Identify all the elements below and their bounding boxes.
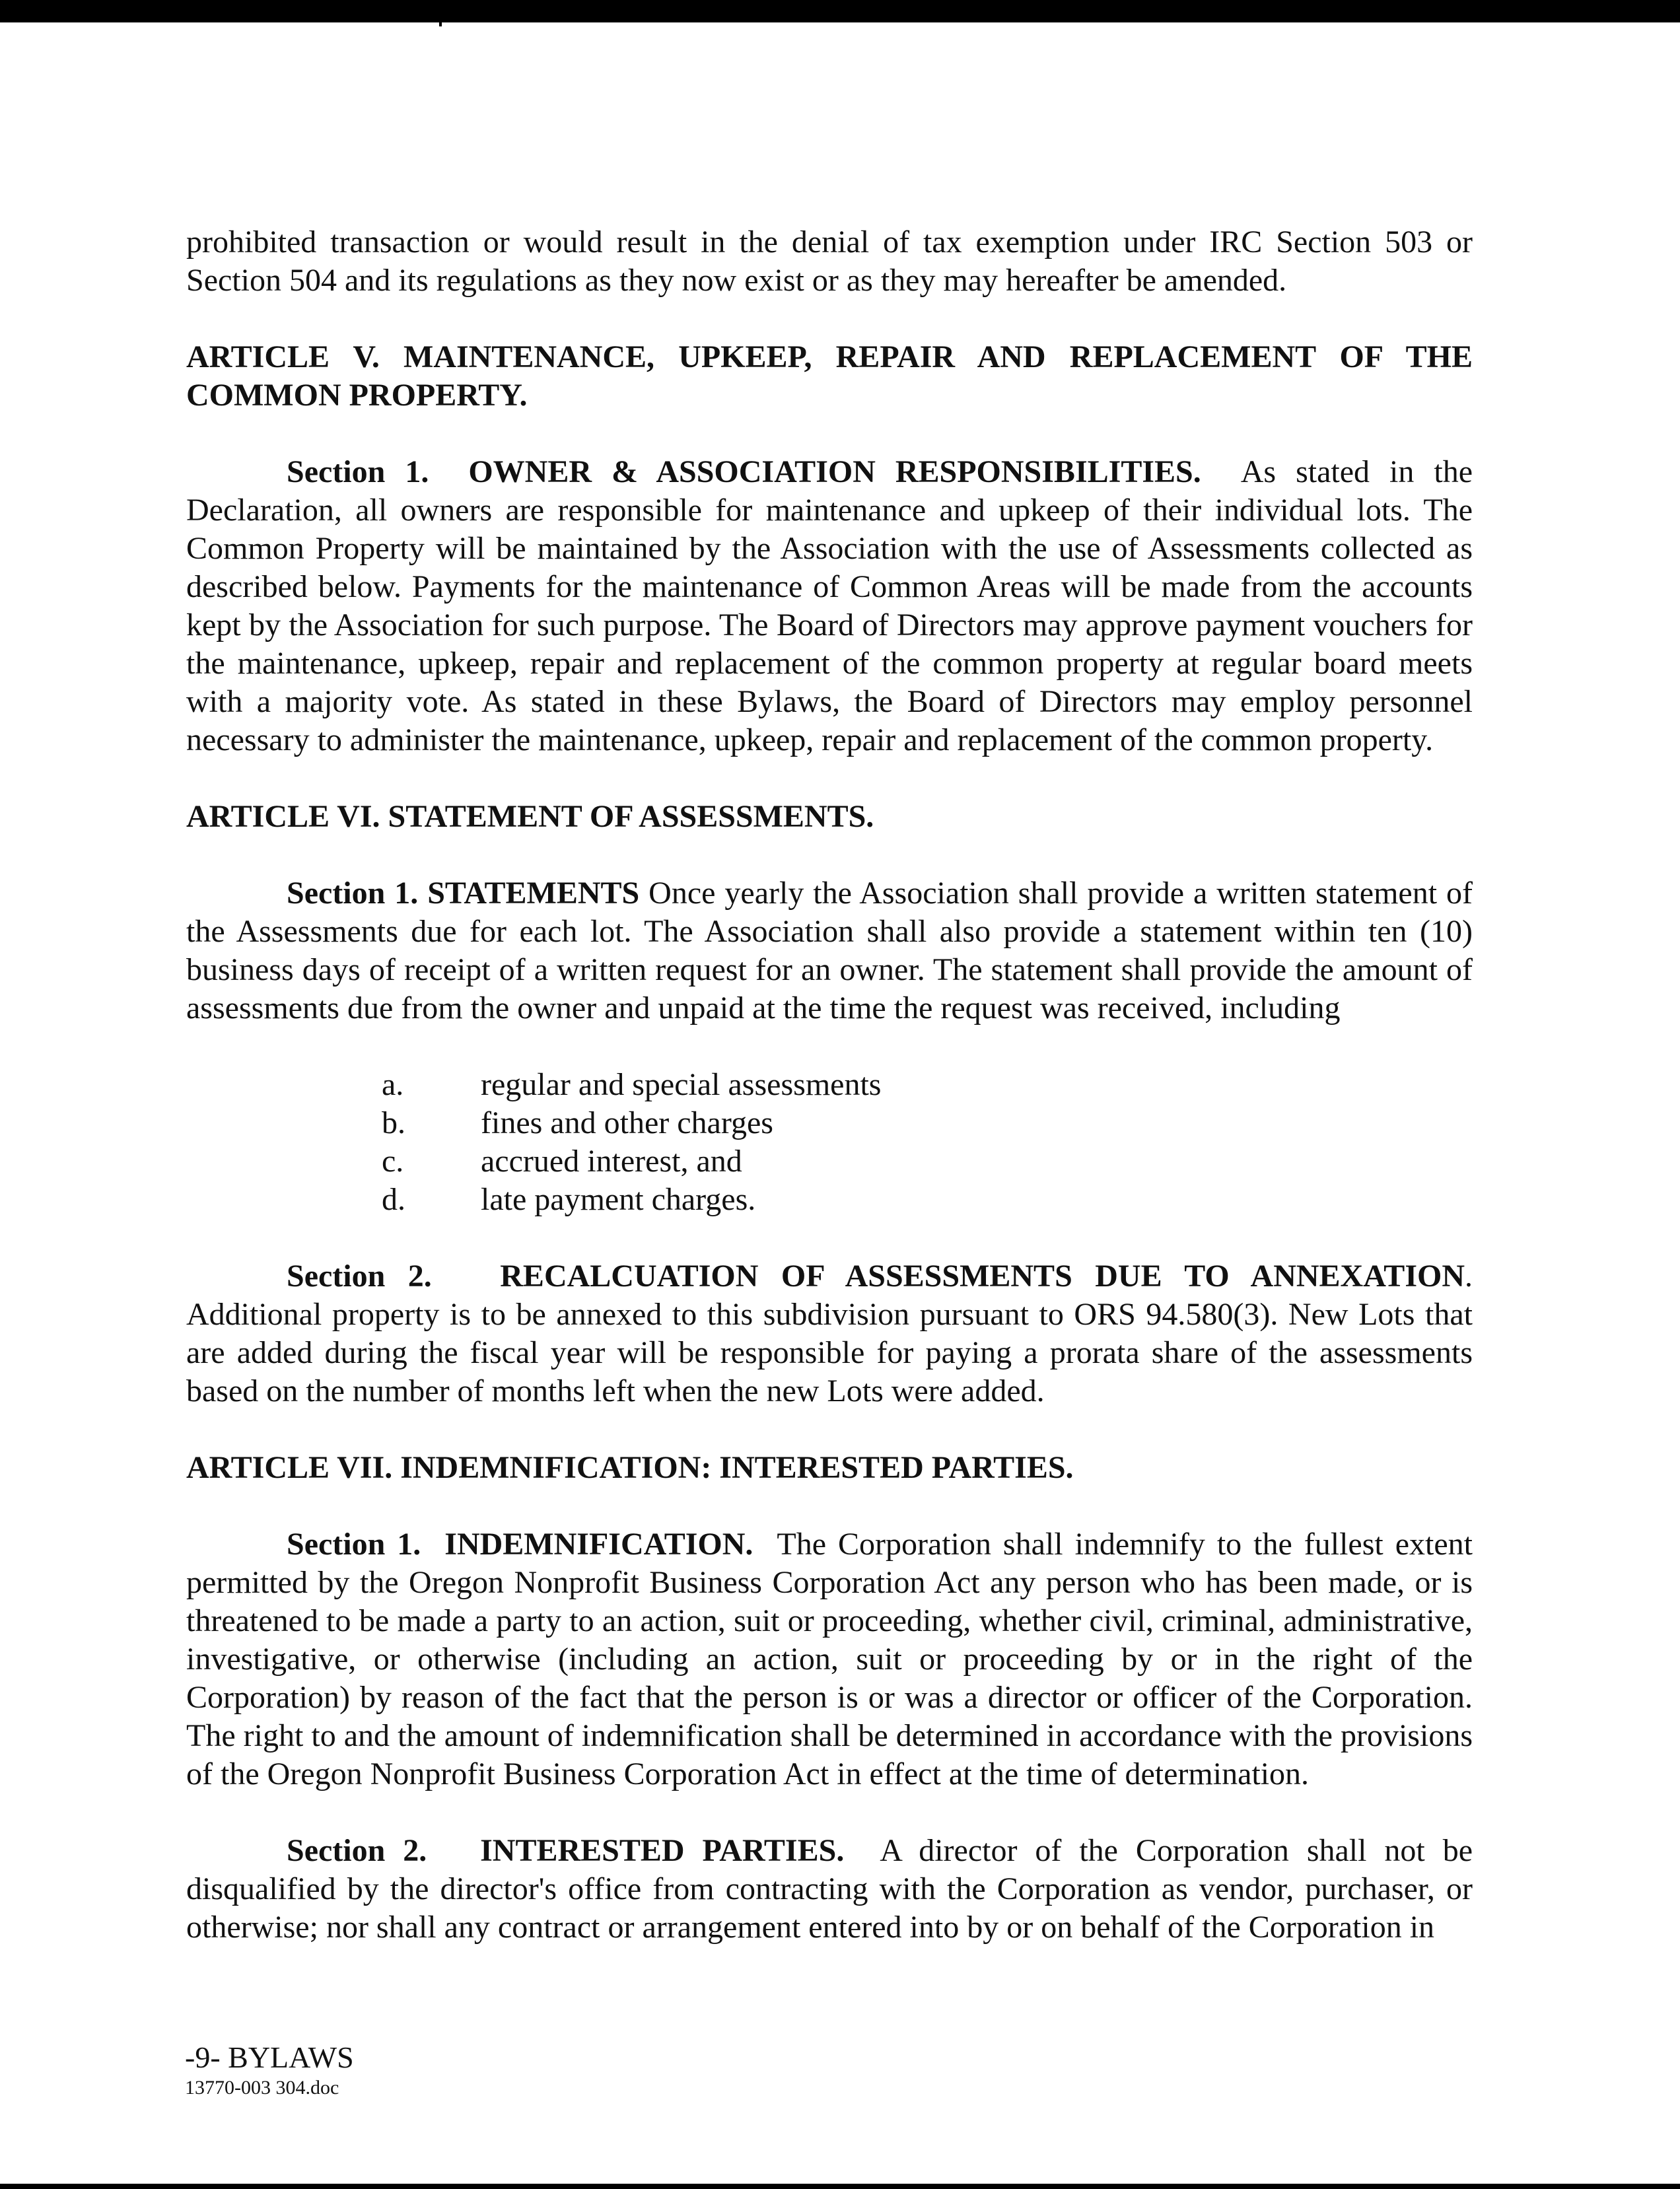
page-footer xyxy=(185,2040,354,2101)
list-item xyxy=(186,1066,1473,1104)
scan-border-top xyxy=(0,0,1680,22)
article-6-heading: ARTICLE VI. STATEMENT OF ASSESSMENTS. xyxy=(186,799,874,834)
list-text: fines and other charges xyxy=(481,1105,773,1140)
list-marker: a. xyxy=(382,1067,404,1102)
section-label: Section 2. xyxy=(287,1259,432,1294)
intro-paragraph: prohibited transaction or would result in the denial of tax exemption under IRC Section 503 or Section 504 and its regulations as they now exist or as they may hereafter be amended. xyxy=(186,225,1473,298)
section-label: Section 1. xyxy=(287,1527,421,1562)
section-text: Once yearly the Association shall provide a written statement of the Assessments due for each lot. The Association shall also provide a statement within ten (10) business days of receipt of a written request for an owner. The statement shall provide the amount of assessments due from the owner and unpaid at the time the request was received, including xyxy=(186,876,1473,1025)
scan-border-bottom xyxy=(0,2184,1680,2189)
article-7-section-1 xyxy=(186,1525,1473,1793)
article-6-section-1 xyxy=(186,874,1473,1027)
list-text: accrued interest, and xyxy=(481,1144,742,1179)
section-title: RECALCUATION OF ASSESSMENTS DUE TO ANNEXATION xyxy=(500,1259,1465,1294)
section-title: STATEMENTS xyxy=(427,876,640,911)
list-text: late payment charges. xyxy=(481,1182,756,1217)
article-6-section-2: Section 2. RECALCUATION OF ASSESSMENTS DUE TO ANNEXATION. Additional property is to be annexed to this subdivision pursuant to ORS 94.580(3). New Lots that are added during the fiscal year will be responsible for paying a prorata share of the assessments based on the number of months left when the new Lots were added. xyxy=(186,1259,1473,1408)
list-marker: c. xyxy=(382,1144,404,1179)
section-title: INDEMNIFICATION. xyxy=(444,1527,753,1562)
page-number: -9- BYLAWS xyxy=(185,2040,354,2074)
list-item xyxy=(186,1181,1473,1219)
section-title: OWNER & ASSOCIATION RESPONSIBILITIES. xyxy=(468,454,1201,489)
section-text: As stated in the Declaration, all owners are responsible for maintenance and upkeep of their individual lots. The Common Property will be maintained by the Association with the use of Assessments collected as described below. Payments for the maintenance of Common Areas will be made from the accounts kept by the Association for such purpose. The Board of Directors may approve payment vouchers for the maintenance, upkeep, repair and replacement of the common property at regular board meets with a majority vote. As stated in these Bylaws, the Board of Directors may employ personnel necessary to administer the maintenance, upkeep, repair and replacement of the common property. xyxy=(186,454,1473,757)
document-page xyxy=(186,223,1473,1947)
list-item xyxy=(186,1104,1473,1142)
list-marker: b. xyxy=(382,1105,405,1140)
document-id: 13770-003 304.doc xyxy=(185,2077,339,2099)
article-7-heading: ARTICLE VII. INDEMNIFICATION: INTERESTED PARTIES. xyxy=(186,1450,1074,1485)
list-text: regular and special assessments xyxy=(481,1067,882,1102)
section-text: The Corporation shall indemnify to the fullest extent permitted by the Oregon Nonprofit Business Corporation Act any person who has been made, or is threatened to be made a party to an action, suit or proceeding, whether civil, criminal, administrative, investigative, or otherwise (including an action, suit or proceeding by or in the right of the Corporation) by reason of the fact that the person is or was a director or officer of the Corporation. The right to and the amount of indemnification shall be determined in accordance with the provisions of the Oregon Nonprofit Business Corporation Act in effect at the time of determination. xyxy=(186,1527,1473,1791)
section-label: Section 2. xyxy=(287,1833,427,1868)
section-label: Section 1. xyxy=(287,876,419,911)
section-title: INTERESTED PARTIES. xyxy=(480,1833,845,1868)
list-item xyxy=(186,1142,1473,1181)
article-5-section-1 xyxy=(186,453,1473,759)
list-marker: d. xyxy=(382,1182,405,1217)
article-7-section-2 xyxy=(186,1832,1473,1947)
assessment-list xyxy=(186,1066,1473,1219)
section-label: Section 1. xyxy=(287,454,429,489)
article-5-heading: ARTICLE V. MAINTENANCE, UPKEEP, REPAIR AND REPLACEMENT OF THE COMMON PROPERTY. xyxy=(186,339,1473,413)
section-text: A director of the Corporation shall not be disqualified by the director's office from contracting with the Corporation as vendor, purchaser, or otherwise; nor shall any contract or arrangement entered into by or on behalf of the Corporation in xyxy=(186,1833,1473,1945)
section-text: Additional property is to be annexed to this subdivision pursuant to ORS 94.580(3). New Lots that are added during the fiscal year will be responsible for paying a prorata share of the assessments based on the number of months left when the new Lots were added. xyxy=(186,1297,1473,1408)
scan-mark xyxy=(439,22,442,26)
